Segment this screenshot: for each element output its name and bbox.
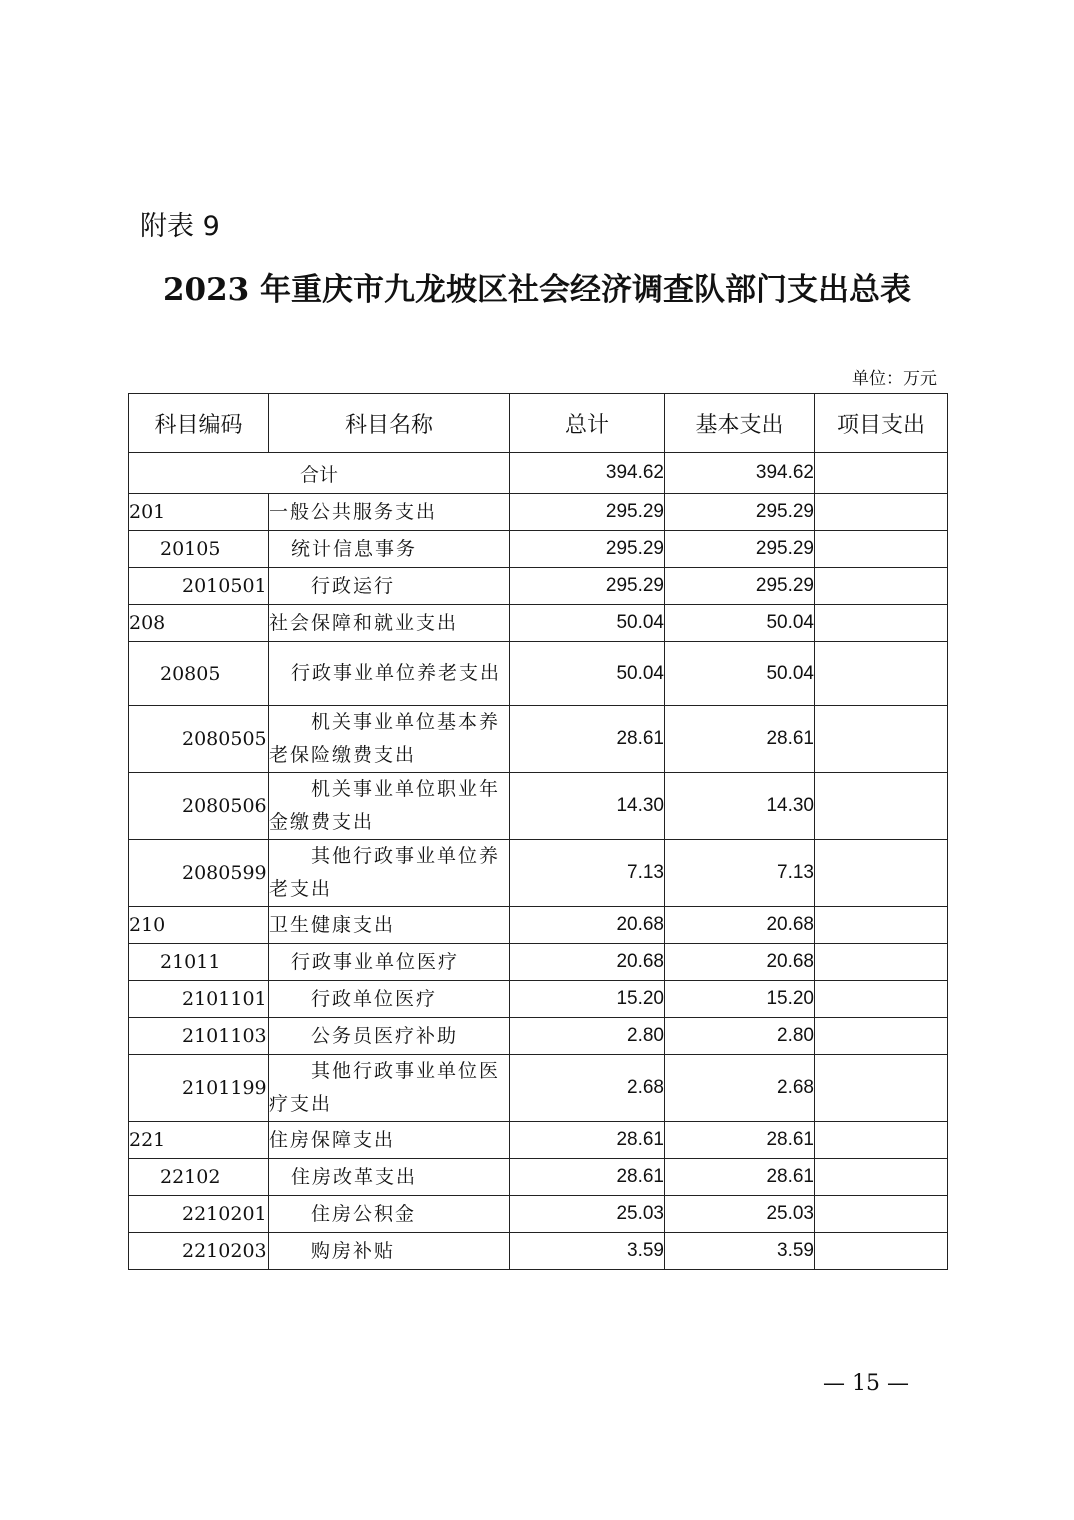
row-name: 一般公共服务支出 (269, 494, 510, 531)
summary-total: 394.62 (510, 453, 665, 494)
table-row (129, 531, 948, 568)
row-total: 28.61 (510, 1159, 665, 1196)
row-total: 2.68 (510, 1055, 665, 1122)
row-code: 22102 (129, 1159, 269, 1196)
row-project (815, 494, 948, 531)
row-basic: 2.68 (665, 1055, 815, 1122)
row-basic: 7.13 (665, 840, 815, 907)
row-total: 7.13 (510, 840, 665, 907)
page-number: — 15 — (823, 1371, 909, 1396)
row-total: 20.68 (510, 907, 665, 944)
row-code: 21011 (129, 944, 269, 981)
row-name: 购房补贴 (269, 1233, 510, 1270)
row-basic: 50.04 (665, 605, 815, 642)
row-name: 行政单位医疗 (269, 981, 510, 1018)
row-project (815, 642, 948, 706)
row-code: 210 (129, 907, 269, 944)
summary-row (129, 453, 948, 494)
row-total: 14.30 (510, 773, 665, 840)
expenditure-table (128, 393, 948, 1270)
header-project: 项目支出 (815, 394, 948, 453)
summary-project (815, 453, 948, 494)
row-project (815, 1055, 948, 1122)
row-basic: 28.61 (665, 1159, 815, 1196)
row-project (815, 944, 948, 981)
row-basic: 3.59 (665, 1233, 815, 1270)
row-basic: 295.29 (665, 568, 815, 605)
header-basic: 基本支出 (665, 394, 815, 453)
table-row (129, 981, 948, 1018)
row-basic: 25.03 (665, 1196, 815, 1233)
row-total: 295.29 (510, 531, 665, 568)
row-project (815, 568, 948, 605)
table-row (129, 642, 948, 706)
row-total: 295.29 (510, 568, 665, 605)
row-code: 2080506 (129, 773, 269, 840)
row-name: 机关事业单位基本养老保险缴费支出 (269, 706, 510, 773)
table-row (129, 1159, 948, 1196)
row-code: 2080505 (129, 706, 269, 773)
row-code: 2010501 (129, 568, 269, 605)
row-project (815, 1018, 948, 1055)
row-basic: 295.29 (665, 494, 815, 531)
row-total: 50.04 (510, 642, 665, 706)
row-project (815, 1122, 948, 1159)
summary-basic: 394.62 (665, 453, 815, 494)
row-project (815, 840, 948, 907)
table-row (129, 1233, 948, 1270)
table-row (129, 907, 948, 944)
row-code: 20105 (129, 531, 269, 568)
row-name: 行政事业单位医疗 (269, 944, 510, 981)
row-code: 2080599 (129, 840, 269, 907)
row-name: 其他行政事业单位医疗支出 (269, 1055, 510, 1122)
row-basic: 20.68 (665, 907, 815, 944)
row-code: 2101103 (129, 1018, 269, 1055)
summary-label: 合计 (129, 453, 510, 494)
row-project (815, 773, 948, 840)
row-project (815, 1196, 948, 1233)
row-total: 20.68 (510, 944, 665, 981)
table-row (129, 706, 948, 773)
row-code: 2210203 (129, 1233, 269, 1270)
row-name: 社会保障和就业支出 (269, 605, 510, 642)
row-name: 住房公积金 (269, 1196, 510, 1233)
header-total: 总计 (510, 394, 665, 453)
row-code: 201 (129, 494, 269, 531)
table-row (129, 1196, 948, 1233)
row-total: 25.03 (510, 1196, 665, 1233)
row-name: 机关事业单位职业年金缴费支出 (269, 773, 510, 840)
table-row (129, 944, 948, 981)
table-row (129, 494, 948, 531)
row-total: 28.61 (510, 706, 665, 773)
row-basic: 295.29 (665, 531, 815, 568)
table-row (129, 840, 948, 907)
row-project (815, 1159, 948, 1196)
row-basic: 50.04 (665, 642, 815, 706)
table-row (129, 773, 948, 840)
row-code: 221 (129, 1122, 269, 1159)
row-total: 2.80 (510, 1018, 665, 1055)
row-name: 行政运行 (269, 568, 510, 605)
row-code: 2210201 (129, 1196, 269, 1233)
row-project (815, 531, 948, 568)
row-project (815, 907, 948, 944)
table-row (129, 605, 948, 642)
row-project (815, 981, 948, 1018)
header-code: 科目编码 (129, 394, 269, 453)
table-row (129, 1122, 948, 1159)
attachment-label: 附表 9 (140, 211, 220, 242)
table-row (129, 1018, 948, 1055)
row-name: 住房保障支出 (269, 1122, 510, 1159)
row-total: 295.29 (510, 494, 665, 531)
row-code: 2101199 (129, 1055, 269, 1122)
row-name: 卫生健康支出 (269, 907, 510, 944)
table-header-row (129, 394, 948, 453)
row-project (815, 706, 948, 773)
row-basic: 28.61 (665, 1122, 815, 1159)
table-row (129, 568, 948, 605)
row-project (815, 605, 948, 642)
header-name: 科目名称 (269, 394, 510, 453)
row-name: 住房改革支出 (269, 1159, 510, 1196)
table-row (129, 1055, 948, 1122)
row-total: 15.20 (510, 981, 665, 1018)
row-total: 3.59 (510, 1233, 665, 1270)
row-code: 208 (129, 605, 269, 642)
row-total: 50.04 (510, 605, 665, 642)
row-basic: 20.68 (665, 944, 815, 981)
row-basic: 14.30 (665, 773, 815, 840)
row-code: 2101101 (129, 981, 269, 1018)
row-project (815, 1233, 948, 1270)
unit-label: 单位：万元 (852, 369, 937, 389)
row-basic: 15.20 (665, 981, 815, 1018)
row-name: 其他行政事业单位养老支出 (269, 840, 510, 907)
row-name: 行政事业单位养老支出 (269, 642, 510, 706)
row-code: 20805 (129, 642, 269, 706)
row-basic: 28.61 (665, 706, 815, 773)
row-name: 公务员医疗补助 (269, 1018, 510, 1055)
row-total: 28.61 (510, 1122, 665, 1159)
page-title: 2023 年重庆市九龙坡区社会经济调查队部门支出总表 (162, 272, 912, 308)
row-name: 统计信息事务 (269, 531, 510, 568)
row-basic: 2.80 (665, 1018, 815, 1055)
